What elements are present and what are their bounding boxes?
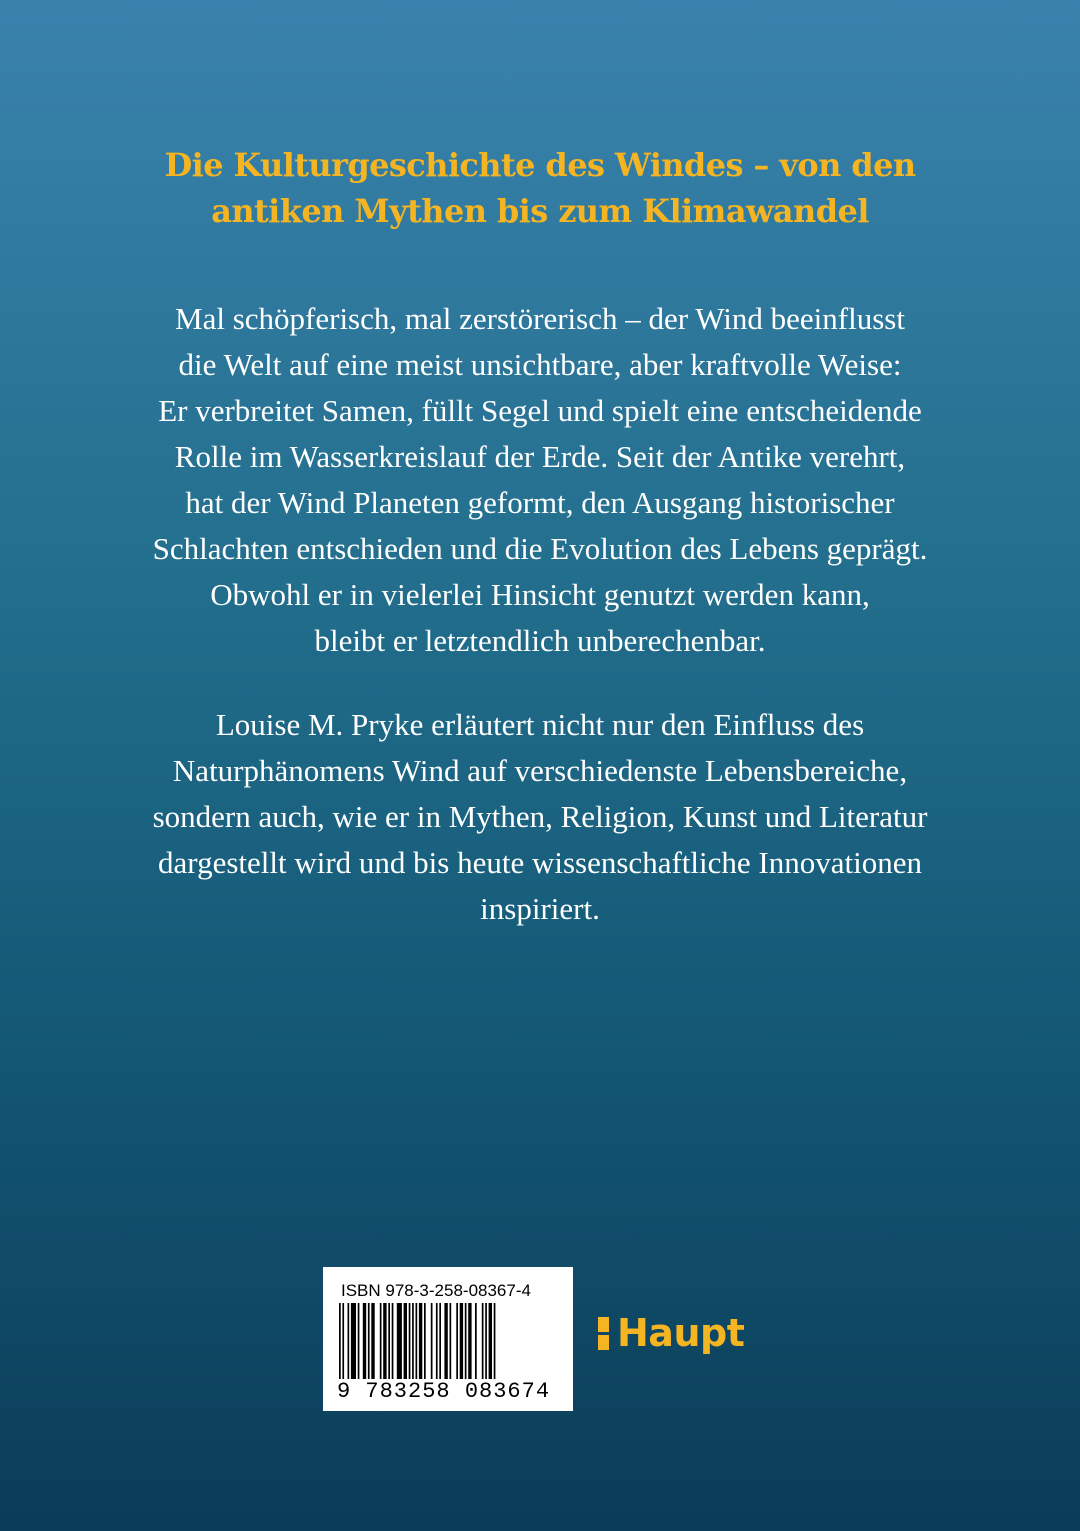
- ean-digits: 9 783258 083674: [337, 1379, 551, 1404]
- blurb-paragraph-1: [0, 296, 1080, 664]
- text-line: Naturphänomens Wind auf verschiedenste Lebensbereiche,: [172, 753, 908, 788]
- text-line: Louise M. Pryke erläutert nicht nur den Einfluss des: [215, 707, 865, 742]
- headline: [0, 142, 1080, 234]
- blurb-paragraph-2: [0, 702, 1080, 932]
- headline-line: antiken Mythen bis zum Klimawandel: [211, 192, 869, 230]
- barcode-bars-icon: [339, 1303, 557, 1379]
- isbn-label: ISBN 978-3-258-08367-4: [341, 1281, 531, 1300]
- text-line: Obwohl er in vielerlei Hinsicht genutzt werden kann,: [210, 577, 870, 612]
- text-line: Mal schöpferisch, mal zerstörerisch – der Wind beeinflusst: [175, 301, 905, 336]
- text-line: die Welt auf eine meist unsichtbare, aber kraftvolle Weise:: [178, 347, 902, 382]
- publisher-logo: [598, 1310, 744, 1356]
- haupt-logo-mark-icon: [598, 1316, 609, 1350]
- text-line: Schlachten entschieden und die Evolution des Lebens geprägt.: [152, 531, 928, 566]
- text-line: dargestellt wird und bis heute wissenschaftliche Innovationen: [158, 845, 922, 880]
- text-line: Er verbreitet Samen, füllt Segel und spielt eine entscheidende: [158, 393, 922, 428]
- text-line: Rolle im Wasserkreislauf der Erde. Seit der Antike verehrt,: [174, 439, 906, 474]
- isbn-barcode: [323, 1267, 573, 1411]
- headline-line: Die Kulturgeschichte des Windes – von den: [164, 146, 916, 184]
- text-line: inspiriert.: [480, 891, 600, 926]
- text-line: hat der Wind Planeten geformt, den Ausgang historischer: [185, 485, 895, 520]
- text-line: sondern auch, wie er in Mythen, Religion, Kunst und Literatur: [152, 799, 928, 834]
- publisher-name: Haupt: [617, 1311, 745, 1355]
- text-line: bleibt er letztendlich unberechenbar.: [314, 623, 766, 658]
